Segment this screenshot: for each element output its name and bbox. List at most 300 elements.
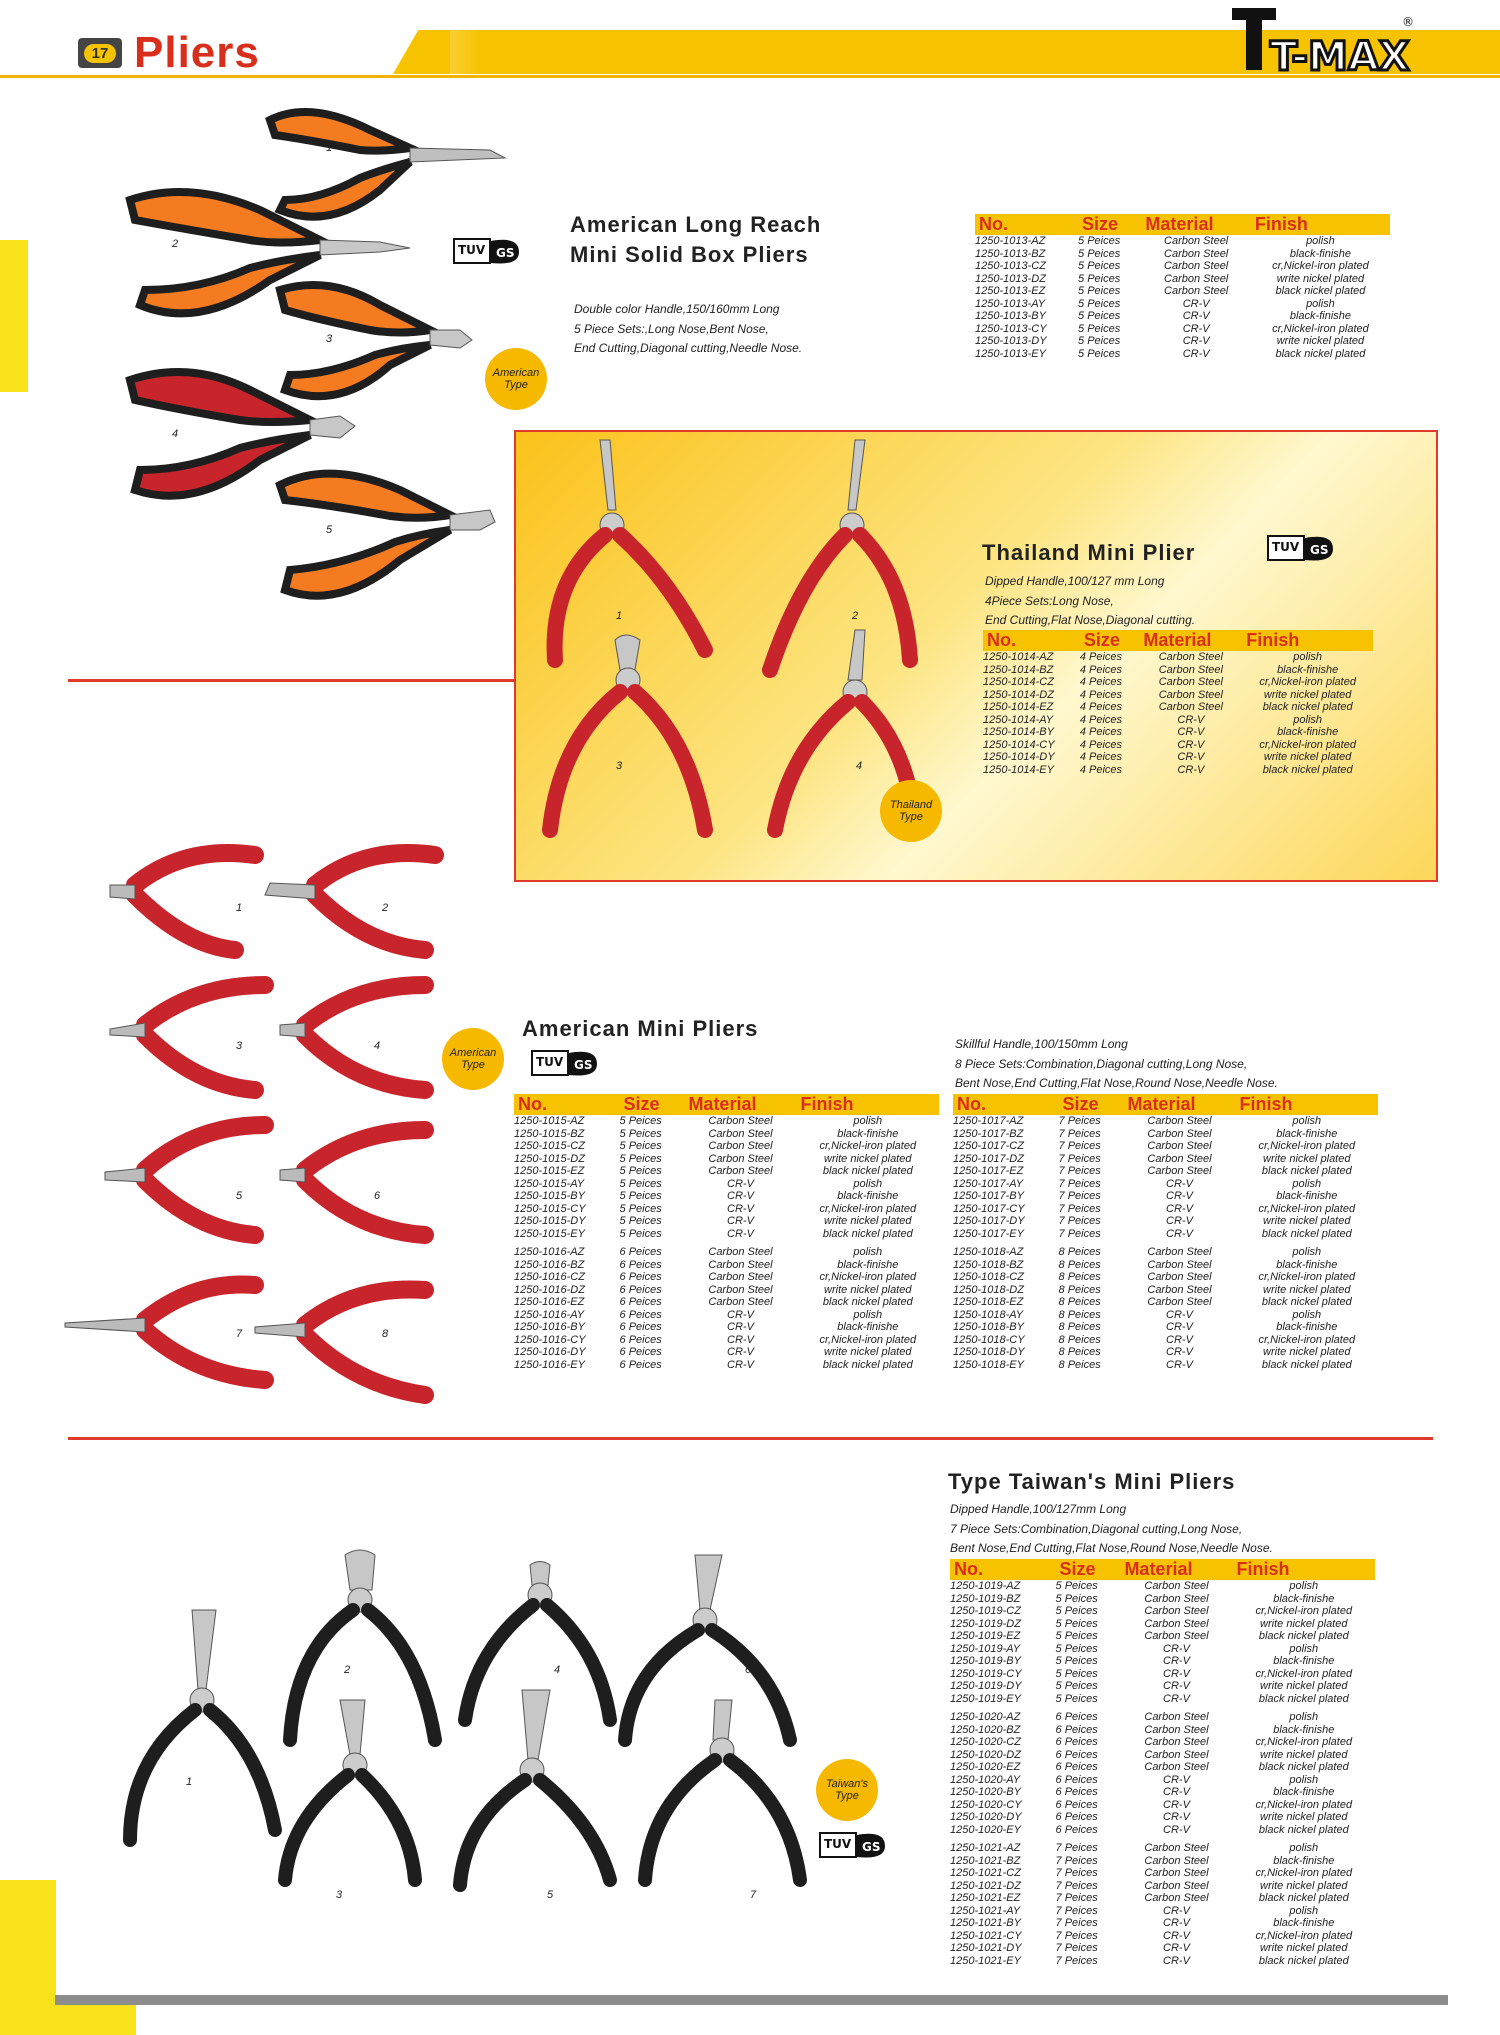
cell-finish: polish bbox=[1293, 651, 1323, 663]
cell-size: 5 Peices bbox=[1078, 297, 1121, 310]
cell-size: 7 Peices bbox=[1058, 1227, 1101, 1240]
cell-finish: polish bbox=[853, 1246, 883, 1258]
cell-finish: black nickel plated bbox=[1258, 1823, 1349, 1836]
col-size: Size bbox=[1078, 214, 1141, 235]
cell-size: 8 Peices bbox=[1058, 1271, 1101, 1283]
cell-size: 5 Peices bbox=[619, 1115, 662, 1127]
cell-size: 6 Peices bbox=[619, 1333, 662, 1346]
cell-size: 7 Peices bbox=[1058, 1190, 1101, 1202]
cell-no: 1250-1016-AY bbox=[514, 1308, 585, 1321]
cell-no: 1250-1020-EZ bbox=[950, 1761, 1021, 1773]
item-number: 6 bbox=[374, 1190, 381, 1202]
cell-size: 4 Peices bbox=[1079, 663, 1123, 676]
cell-no: 1250-1019-DY bbox=[950, 1680, 1022, 1692]
cell-material: Carbon Steel bbox=[1144, 1617, 1209, 1630]
cell-no: 1250-1020-BY bbox=[950, 1786, 1021, 1798]
cell-material: CR-V bbox=[1166, 1177, 1193, 1190]
cell-finish: write nickel plated bbox=[824, 1346, 912, 1358]
cell-material: Carbon Steel bbox=[1144, 1711, 1209, 1723]
svg-text:GS: GS bbox=[1310, 543, 1329, 557]
table-row bbox=[953, 1346, 1378, 1359]
cell-finish: black-finishe bbox=[837, 1127, 899, 1140]
cell-finish: black-finishe bbox=[1276, 1321, 1338, 1333]
cell-finish: write nickel plated bbox=[1263, 1283, 1351, 1296]
cell-size: 5 Peices bbox=[1055, 1680, 1098, 1692]
plier-5-icon bbox=[280, 474, 495, 596]
table-row bbox=[514, 1165, 939, 1178]
cell-no: 1250-1021-BY bbox=[950, 1917, 1021, 1929]
cell-size: 7 Peices bbox=[1055, 1904, 1098, 1917]
page-number: 17 bbox=[84, 44, 117, 63]
table-row bbox=[953, 1215, 1378, 1228]
cell-no: 1250-1019-EY bbox=[950, 1692, 1021, 1705]
cell-no: 1250-1018-BZ bbox=[953, 1258, 1024, 1271]
cell-no: 1250-1019-AZ bbox=[950, 1580, 1021, 1592]
cell-material: Carbon Steel bbox=[1158, 676, 1223, 688]
cell-no: 1250-1018-DZ bbox=[953, 1283, 1024, 1296]
cell-finish: black nickel plated bbox=[822, 1165, 913, 1177]
col-no: No. bbox=[514, 1094, 620, 1115]
cell-size: 6 Peices bbox=[1055, 1823, 1098, 1836]
cell-size: 8 Peices bbox=[1058, 1296, 1101, 1308]
cell-finish: write nickel plated bbox=[824, 1215, 912, 1227]
table-row bbox=[983, 739, 1373, 752]
table-row bbox=[950, 1680, 1375, 1693]
cell-material: Carbon Steel bbox=[1144, 1867, 1209, 1879]
cell-material: CR-V bbox=[1163, 1798, 1190, 1811]
cell-material: CR-V bbox=[1166, 1346, 1193, 1358]
cell-no: 1250-1021-EZ bbox=[950, 1892, 1021, 1904]
table-row bbox=[983, 651, 1373, 664]
table-row bbox=[975, 235, 1390, 248]
cell-size: 5 Peices bbox=[619, 1227, 662, 1240]
table-row bbox=[953, 1115, 1378, 1128]
cell-finish: black-finishe bbox=[837, 1321, 899, 1333]
table-row bbox=[514, 1190, 939, 1203]
cell-no: 1250-1019-BZ bbox=[950, 1592, 1021, 1605]
table-row bbox=[950, 1580, 1375, 1593]
cell-finish: black nickel plated bbox=[1261, 1296, 1352, 1308]
desc-line: Dipped Handle,100/127mm Long bbox=[950, 1502, 1127, 1516]
cell-size: 5 Peices bbox=[619, 1127, 662, 1140]
cell-size: 6 Peices bbox=[1055, 1761, 1098, 1773]
cell-material: CR-V bbox=[1163, 1811, 1190, 1823]
cell-material: Carbon Steel bbox=[1147, 1296, 1212, 1308]
cell-material: Carbon Steel bbox=[1147, 1271, 1212, 1283]
cell-no: 1250-1020-BZ bbox=[950, 1723, 1021, 1736]
cell-finish: cr,Nickel-iron plated bbox=[1272, 322, 1369, 335]
cell-size: 6 Peices bbox=[1055, 1798, 1098, 1811]
item-number: 5 bbox=[236, 1190, 243, 1202]
table-row bbox=[950, 1867, 1375, 1880]
cell-size: 8 Peices bbox=[1058, 1308, 1101, 1321]
section2-desc bbox=[985, 572, 1195, 631]
cell-finish: polish bbox=[853, 1308, 883, 1321]
table-row bbox=[953, 1259, 1378, 1272]
table-row bbox=[514, 1128, 939, 1141]
cell-no: 1250-1018-CZ bbox=[953, 1271, 1024, 1283]
cell-no: 1250-1015-BZ bbox=[514, 1127, 585, 1140]
table-row bbox=[950, 1724, 1375, 1737]
table-row bbox=[953, 1359, 1378, 1372]
table-row bbox=[950, 1693, 1375, 1706]
cell-no: 1250-1019-DZ bbox=[950, 1617, 1021, 1630]
cell-size: 5 Peices bbox=[1078, 285, 1121, 297]
cell-material: Carbon Steel bbox=[708, 1271, 773, 1283]
cell-material: Carbon Steel bbox=[708, 1115, 773, 1127]
section1-title bbox=[570, 210, 821, 270]
cell-no: 1250-1021-EY bbox=[950, 1954, 1021, 1967]
table-row bbox=[514, 1153, 939, 1166]
cell-no: 1250-1021-AY bbox=[950, 1904, 1021, 1917]
cell-material: CR-V bbox=[727, 1215, 754, 1227]
cell-material: Carbon Steel bbox=[1164, 272, 1229, 285]
cell-material: CR-V bbox=[1163, 1954, 1190, 1967]
cell-finish: write nickel plated bbox=[1263, 1152, 1351, 1165]
table-row bbox=[975, 248, 1390, 261]
item-number: 4 bbox=[172, 428, 179, 440]
table-row bbox=[953, 1153, 1378, 1166]
cell-material: Carbon Steel bbox=[1158, 651, 1223, 663]
cell-no: 1250-1014-DY bbox=[983, 751, 1055, 763]
cell-size: 7 Peices bbox=[1055, 1867, 1098, 1879]
cell-size: 4 Peices bbox=[1079, 701, 1123, 713]
table-row bbox=[514, 1346, 939, 1359]
col-finish: Finish bbox=[797, 1094, 939, 1115]
cell-finish: polish bbox=[1289, 1773, 1319, 1786]
cell-size: 5 Peices bbox=[1078, 260, 1121, 272]
cell-no: 1250-1015-DZ bbox=[514, 1152, 585, 1165]
cell-finish: polish bbox=[1306, 297, 1335, 310]
cell-finish: black nickel plated bbox=[1262, 701, 1353, 713]
cell-material: CR-V bbox=[1166, 1358, 1193, 1371]
cell-size: 5 Peices bbox=[1078, 347, 1121, 360]
table-row bbox=[950, 1842, 1375, 1855]
cell-material: Carbon Steel bbox=[1147, 1152, 1212, 1165]
cell-material: Carbon Steel bbox=[1144, 1630, 1209, 1642]
cell-size: 5 Peices bbox=[1078, 310, 1121, 322]
cell-size: 8 Peices bbox=[1058, 1321, 1101, 1333]
cell-material: CR-V bbox=[727, 1346, 754, 1358]
cell-size: 7 Peices bbox=[1058, 1140, 1101, 1152]
cell-no: 1250-1015-EZ bbox=[514, 1165, 585, 1177]
table-row bbox=[514, 1284, 939, 1297]
cell-no: 1250-1017-CY bbox=[953, 1202, 1025, 1215]
cell-finish: cr,Nickel-iron plated bbox=[819, 1202, 917, 1215]
cell-size: 6 Peices bbox=[619, 1246, 662, 1258]
cell-finish: cr,Nickel-iron plated bbox=[1255, 1929, 1353, 1942]
cell-size: 6 Peices bbox=[619, 1258, 662, 1271]
cell-size: 6 Peices bbox=[619, 1321, 662, 1333]
cell-no: 1250-1018-DY bbox=[953, 1346, 1025, 1358]
cell-no: 1250-1016-BZ bbox=[514, 1258, 585, 1271]
cell-size: 7 Peices bbox=[1055, 1892, 1098, 1904]
cell-size: 6 Peices bbox=[1055, 1711, 1098, 1723]
section3-desc bbox=[955, 1035, 1278, 1094]
table-row bbox=[950, 1655, 1375, 1668]
cell-size: 5 Peices bbox=[1078, 272, 1121, 285]
cell-material: CR-V bbox=[727, 1227, 754, 1240]
cell-size: 7 Peices bbox=[1058, 1152, 1101, 1165]
plier-6-icon bbox=[625, 1555, 790, 1740]
desc-line: Dipped Handle,100/127 mm Long bbox=[985, 574, 1165, 588]
table-row bbox=[950, 1786, 1375, 1799]
table-row bbox=[514, 1334, 939, 1347]
table-row bbox=[514, 1246, 939, 1259]
desc-line: Bent Nose,End Cutting,Flat Nose,Round Nose,Needle Nose. bbox=[955, 1076, 1278, 1090]
col-material: Material bbox=[1120, 1559, 1232, 1580]
cell-material: CR-V bbox=[727, 1177, 754, 1190]
section3-title: American Mini Pliers bbox=[522, 1016, 759, 1041]
cell-material: Carbon Steel bbox=[1147, 1283, 1212, 1296]
cell-finish: black nickel plated bbox=[1275, 285, 1366, 297]
cell-no: 1250-1017-AY bbox=[953, 1177, 1024, 1190]
item-number: 6 bbox=[745, 1664, 752, 1676]
cell-material: CR-V bbox=[727, 1358, 754, 1371]
cell-no: 1250-1014-AY bbox=[983, 713, 1054, 726]
cell-size: 5 Peices bbox=[1055, 1692, 1098, 1705]
table-row bbox=[950, 1905, 1375, 1918]
cell-size: 4 Peices bbox=[1079, 676, 1123, 688]
item-number: 1 bbox=[326, 142, 333, 154]
svg-text:GS: GS bbox=[862, 1840, 881, 1854]
cell-no: 1250-1021-DZ bbox=[950, 1879, 1021, 1892]
table-row bbox=[514, 1359, 939, 1372]
table-row bbox=[953, 1296, 1378, 1309]
cell-material: Carbon Steel bbox=[1164, 247, 1229, 260]
table-row bbox=[975, 335, 1390, 348]
item-number: 3 bbox=[336, 1889, 343, 1901]
cell-material: CR-V bbox=[1163, 1786, 1190, 1798]
cell-finish: black-finishe bbox=[837, 1190, 899, 1202]
table-row bbox=[975, 285, 1390, 298]
cell-material: CR-V bbox=[1182, 297, 1210, 310]
cell-no: 1250-1015-EY bbox=[514, 1227, 585, 1240]
cell-finish: black-finishe bbox=[1276, 1190, 1338, 1202]
cell-no: 1250-1014-CZ bbox=[983, 676, 1054, 688]
table-row bbox=[983, 714, 1373, 727]
item-number: 4 bbox=[554, 1664, 561, 1676]
cell-finish: polish bbox=[1292, 1308, 1322, 1321]
table-row bbox=[953, 1228, 1378, 1241]
cell-no: 1250-1018-EZ bbox=[953, 1296, 1024, 1308]
table-header-row bbox=[514, 1094, 939, 1115]
table-row bbox=[514, 1178, 939, 1191]
cell-finish: polish bbox=[1306, 235, 1335, 247]
cell-finish: polish bbox=[1292, 1246, 1322, 1258]
cell-no: 1250-1019-BY bbox=[950, 1655, 1021, 1667]
cell-no: 1250-1020-DY bbox=[950, 1811, 1022, 1823]
cell-no: 1250-1021-AZ bbox=[950, 1842, 1021, 1854]
tuv-gs-mark bbox=[819, 1832, 889, 1860]
cell-no: 1250-1017-BZ bbox=[953, 1127, 1024, 1140]
cell-finish: cr,Nickel-iron plated bbox=[1255, 1798, 1353, 1811]
cell-no: 1250-1013-DZ bbox=[975, 272, 1046, 285]
brand-text: T-MAX bbox=[1270, 34, 1410, 76]
cell-size: 5 Peices bbox=[1055, 1655, 1098, 1667]
cell-no: 1250-1021-CY bbox=[950, 1929, 1022, 1942]
cell-size: 6 Peices bbox=[1055, 1786, 1098, 1798]
cell-size: 4 Peices bbox=[1079, 726, 1123, 738]
item-number: 8 bbox=[382, 1328, 389, 1340]
table-row bbox=[514, 1140, 939, 1153]
cell-material: Carbon Steel bbox=[708, 1140, 773, 1152]
cell-size: 8 Peices bbox=[1058, 1283, 1101, 1296]
plier-2-icon bbox=[770, 440, 910, 670]
cell-material: CR-V bbox=[1166, 1190, 1193, 1202]
table-row bbox=[950, 1605, 1375, 1618]
cell-no: 1250-1020-CY bbox=[950, 1798, 1022, 1811]
cell-size: 7 Peices bbox=[1058, 1127, 1101, 1140]
table-row bbox=[514, 1271, 939, 1284]
cell-size: 6 Peices bbox=[1055, 1723, 1098, 1736]
cell-material: CR-V bbox=[1163, 1655, 1190, 1667]
table-row bbox=[514, 1228, 939, 1241]
cell-size: 4 Peices bbox=[1079, 651, 1123, 663]
svg-text:TUV: TUV bbox=[458, 243, 486, 257]
table-row bbox=[514, 1115, 939, 1128]
side-bar-bottom bbox=[0, 1880, 56, 2035]
cell-material: Carbon Steel bbox=[1144, 1736, 1209, 1748]
cell-material: Carbon Steel bbox=[1144, 1580, 1209, 1592]
table-row bbox=[975, 348, 1390, 361]
plier-3-icon bbox=[550, 635, 705, 830]
cell-finish: black-finishe bbox=[1289, 247, 1352, 260]
cell-no: 1250-1017-DY bbox=[953, 1215, 1025, 1227]
cell-material: CR-V bbox=[1177, 751, 1205, 763]
cell-finish: black nickel plated bbox=[1258, 1761, 1349, 1773]
cell-material: CR-V bbox=[727, 1333, 754, 1346]
cell-size: 7 Peices bbox=[1058, 1215, 1101, 1227]
cell-size: 5 Peices bbox=[619, 1190, 662, 1202]
cell-size: 5 Peices bbox=[1078, 335, 1121, 347]
table-row bbox=[953, 1271, 1378, 1284]
table-row bbox=[950, 1711, 1375, 1724]
cell-material: Carbon Steel bbox=[1144, 1605, 1209, 1617]
plier-1-icon bbox=[130, 1610, 275, 1840]
cell-no: 1250-1014-CY bbox=[983, 738, 1055, 751]
item-number: 7 bbox=[750, 1889, 757, 1901]
table-row bbox=[953, 1246, 1378, 1259]
cell-size: 6 Peices bbox=[619, 1308, 662, 1321]
table-header-row bbox=[953, 1094, 1378, 1115]
table-row bbox=[983, 764, 1373, 777]
cell-finish: write nickel plated bbox=[1263, 1346, 1351, 1358]
cell-material: CR-V bbox=[1182, 335, 1210, 347]
cell-size: 5 Peices bbox=[1078, 247, 1121, 260]
table-header-row bbox=[950, 1559, 1375, 1580]
cell-finish: polish bbox=[853, 1177, 883, 1190]
cell-finish: polish bbox=[853, 1115, 883, 1127]
cell-finish: cr,Nickel-iron plated bbox=[1258, 1140, 1356, 1152]
cell-size: 6 Peices bbox=[1055, 1773, 1098, 1786]
cell-material: Carbon Steel bbox=[1164, 285, 1229, 297]
cell-no: 1250-1013-AZ bbox=[975, 235, 1046, 247]
table-row bbox=[514, 1259, 939, 1272]
cell-no: 1250-1014-AZ bbox=[983, 651, 1054, 663]
footer-rule bbox=[55, 1995, 1448, 2005]
plier-3-icon bbox=[285, 1700, 415, 1880]
cell-material: Carbon Steel bbox=[708, 1152, 773, 1165]
cell-size: 5 Peices bbox=[1078, 235, 1121, 247]
cell-material: CR-V bbox=[1163, 1773, 1190, 1786]
cell-size: 8 Peices bbox=[1058, 1258, 1101, 1271]
item-number: 3 bbox=[326, 333, 333, 345]
section4-spec-table bbox=[950, 1559, 1375, 1967]
cell-material: CR-V bbox=[1182, 322, 1210, 335]
cell-size: 7 Peices bbox=[1055, 1954, 1098, 1967]
item-number: 7 bbox=[236, 1328, 243, 1340]
cell-no: 1250-1018-AY bbox=[953, 1308, 1024, 1321]
page-title: Pliers bbox=[134, 28, 260, 77]
table-row bbox=[514, 1296, 939, 1309]
cell-no: 1250-1021-CZ bbox=[950, 1867, 1021, 1879]
cell-finish: black-finishe bbox=[1276, 1127, 1338, 1140]
table-row bbox=[950, 1736, 1375, 1749]
cell-finish: write nickel plated bbox=[1263, 751, 1352, 763]
table-row bbox=[950, 1942, 1375, 1955]
cell-no: 1250-1013-CY bbox=[975, 322, 1047, 335]
cell-no: 1250-1017-AZ bbox=[953, 1115, 1024, 1127]
table-row bbox=[953, 1165, 1378, 1178]
plier-5-icon bbox=[460, 1690, 610, 1885]
cell-material: CR-V bbox=[1163, 1823, 1190, 1836]
cell-finish: polish bbox=[1289, 1711, 1319, 1723]
cell-size: 5 Peices bbox=[1055, 1580, 1098, 1592]
cell-material: CR-V bbox=[1163, 1942, 1190, 1954]
thailand-type-stamp: Thailand Type bbox=[880, 780, 942, 842]
col-finish: Finish bbox=[1233, 1559, 1375, 1580]
cell-size: 8 Peices bbox=[1058, 1246, 1101, 1258]
table-row bbox=[953, 1321, 1378, 1334]
table-row bbox=[953, 1284, 1378, 1297]
plier-1-icon bbox=[270, 112, 505, 217]
cell-size: 7 Peices bbox=[1055, 1854, 1098, 1867]
table-row bbox=[953, 1128, 1378, 1141]
cell-material: CR-V bbox=[1166, 1308, 1193, 1321]
section4-pliers-illustration bbox=[110, 1540, 830, 1900]
cell-size: 5 Peices bbox=[1055, 1605, 1098, 1617]
cell-material: CR-V bbox=[1163, 1904, 1190, 1917]
cell-no: 1250-1020-DZ bbox=[950, 1748, 1021, 1761]
divider-1 bbox=[68, 679, 514, 682]
cell-material: Carbon Steel bbox=[1158, 688, 1223, 701]
cell-finish: cr,Nickel-iron plated bbox=[819, 1271, 917, 1283]
cell-finish: polish bbox=[1292, 1177, 1322, 1190]
cell-finish: cr,Nickel-iron plated bbox=[819, 1140, 917, 1152]
american-type-stamp: American Type bbox=[485, 348, 547, 410]
cell-size: 5 Peices bbox=[619, 1140, 662, 1152]
cell-no: 1250-1016-BY bbox=[514, 1321, 585, 1333]
cell-size: 5 Peices bbox=[1055, 1642, 1098, 1655]
cell-material: CR-V bbox=[1177, 713, 1205, 726]
cell-finish: write nickel plated bbox=[1260, 1617, 1348, 1630]
cell-material: Carbon Steel bbox=[1158, 701, 1223, 713]
cell-size: 7 Peices bbox=[1055, 1879, 1098, 1892]
cell-no: 1250-1015-CY bbox=[514, 1202, 586, 1215]
cell-finish: black nickel plated bbox=[822, 1227, 913, 1240]
table-row bbox=[953, 1309, 1378, 1322]
cell-finish: black nickel plated bbox=[1261, 1227, 1352, 1240]
cell-size: 6 Peices bbox=[619, 1283, 662, 1296]
cell-no: 1250-1019-CY bbox=[950, 1667, 1022, 1680]
cell-size: 5 Peices bbox=[1055, 1667, 1098, 1680]
brand-logo bbox=[1230, 4, 1420, 76]
item-number: 3 bbox=[236, 1040, 243, 1052]
cell-finish: cr,Nickel-iron plated bbox=[1258, 1333, 1356, 1346]
cell-no: 1250-1017-BY bbox=[953, 1190, 1024, 1202]
cell-no: 1250-1014-BY bbox=[983, 726, 1054, 738]
